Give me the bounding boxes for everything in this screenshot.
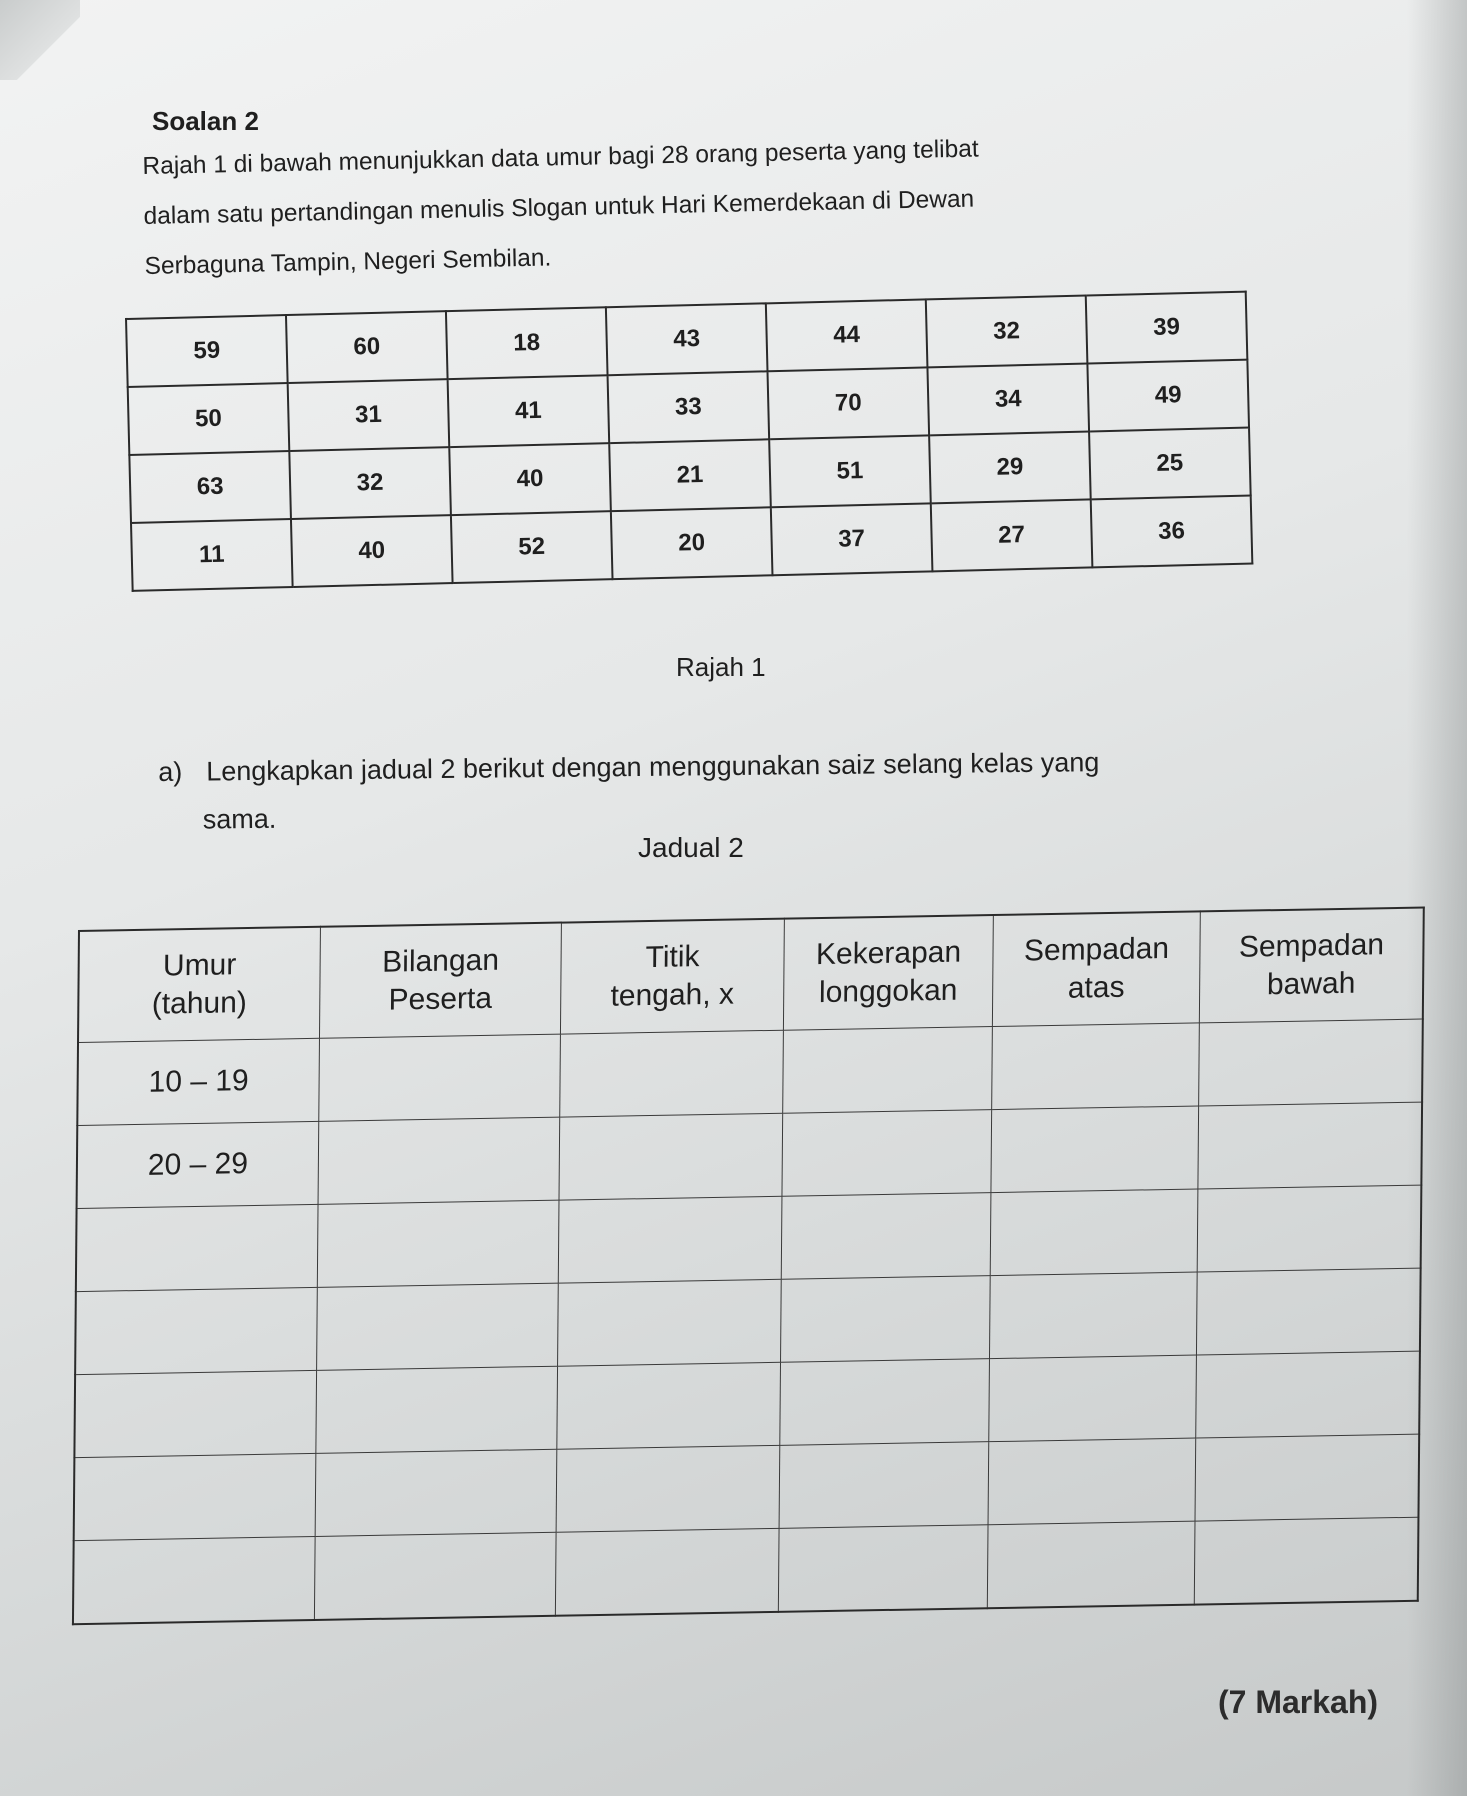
answer-cell[interactable] — [557, 1362, 781, 1449]
age-class-cell — [74, 1370, 316, 1457]
column-header-line: Umur — [162, 948, 237, 983]
age-value-cell: 25 — [1089, 428, 1251, 500]
answer-cell[interactable] — [1194, 1517, 1418, 1604]
answer-cell[interactable] — [558, 1196, 782, 1283]
column-header-line: atas — [1067, 970, 1125, 1005]
paragraph-line: Rajah 1 di bawah menunjukkan data umur bagi 28 orang peserta yang telibat — [142, 135, 979, 180]
age-value-cell: 20 — [611, 507, 773, 579]
answer-cell[interactable] — [987, 1521, 1195, 1608]
column-header — [1199, 908, 1423, 1023]
age-value-cell: 43 — [606, 303, 768, 375]
age-value-cell: 44 — [766, 299, 928, 371]
question-title: Soalan 2 — [152, 106, 259, 136]
answer-cell[interactable] — [988, 1438, 1196, 1525]
answer-cell[interactable] — [1196, 1268, 1420, 1355]
answer-cell[interactable] — [1196, 1351, 1420, 1438]
age-class-cell — [74, 1453, 316, 1540]
answer-cell[interactable] — [989, 1272, 1197, 1359]
column-header-line: Sempadan — [1023, 931, 1170, 968]
answer-cell[interactable] — [1199, 1019, 1423, 1106]
answer-cell[interactable] — [316, 1366, 558, 1453]
age-class-cell: 20 – 29 — [77, 1121, 319, 1208]
age-value-cell: 59 — [126, 315, 288, 387]
age-value-cell: 37 — [771, 503, 933, 575]
answer-cell[interactable] — [559, 1113, 783, 1200]
answer-cell[interactable] — [781, 1276, 991, 1363]
answer-cell[interactable] — [781, 1193, 991, 1280]
answer-cell[interactable] — [1195, 1434, 1419, 1521]
column-header-line: tengah, x — [610, 977, 735, 1013]
column-header-line: (tahun) — [151, 986, 247, 1021]
age-value-cell: 27 — [931, 499, 1093, 571]
column-header — [78, 927, 320, 1043]
answer-cell[interactable] — [1197, 1185, 1421, 1272]
age-value-cell: 63 — [129, 451, 291, 523]
column-header — [319, 923, 561, 1039]
rajah-1-caption: Rajah 1 — [676, 652, 766, 682]
answer-cell[interactable] — [991, 1106, 1199, 1193]
age-value-cell: 29 — [929, 431, 1091, 503]
column-header-line: Bilangan — [382, 943, 500, 979]
age-value-cell: 32 — [926, 296, 1088, 368]
age-class-cell — [76, 1204, 318, 1291]
age-data-table — [125, 291, 1253, 592]
answer-cell[interactable] — [1198, 1102, 1422, 1189]
answer-cell[interactable] — [989, 1355, 1197, 1442]
answer-cell[interactable] — [555, 1528, 779, 1615]
part-a-text-line2: sama. — [202, 803, 277, 835]
paragraph-line: dalam satu pertandingan menulis Slogan untuk Hari Kemerdekaan di Dewan — [143, 185, 975, 230]
answer-cell[interactable] — [990, 1189, 1198, 1276]
age-value-cell: 70 — [767, 367, 929, 439]
age-value-cell: 40 — [449, 443, 611, 515]
age-value-cell: 32 — [289, 447, 451, 519]
age-value-cell: 33 — [608, 371, 770, 443]
answer-cell[interactable] — [779, 1442, 989, 1529]
answer-cell[interactable] — [314, 1532, 556, 1620]
answer-cell[interactable] — [992, 1023, 1200, 1110]
column-header-line: Peserta — [388, 981, 493, 1017]
column-header — [783, 915, 993, 1030]
age-value-cell: 21 — [609, 439, 771, 511]
answer-cell[interactable] — [782, 1110, 992, 1197]
age-value-cell: 11 — [131, 519, 293, 591]
age-class-cell — [73, 1536, 315, 1624]
age-value-cell: 34 — [927, 364, 1089, 436]
age-value-cell: 41 — [448, 375, 610, 447]
answer-cell[interactable] — [318, 1117, 560, 1204]
marks-label: (7 Markah) — [1218, 1684, 1379, 1720]
answer-cell[interactable] — [556, 1445, 780, 1532]
frequency-table — [72, 906, 1425, 1625]
part-a-question — [158, 736, 1279, 844]
rajah-1-figure — [125, 291, 1253, 592]
age-value-cell: 60 — [286, 311, 448, 383]
age-value-cell: 36 — [1091, 496, 1253, 568]
column-header — [560, 919, 784, 1034]
column-header-line: Titik — [645, 940, 700, 975]
answer-cell[interactable] — [783, 1027, 993, 1114]
jadual-2-caption: Jadual 2 — [638, 832, 744, 863]
answer-cell[interactable] — [317, 1283, 559, 1370]
age-value-cell: 40 — [291, 515, 453, 587]
question-paragraph — [142, 120, 1185, 292]
age-class-cell — [75, 1287, 317, 1374]
age-value-cell: 39 — [1086, 292, 1248, 364]
answer-cell[interactable] — [780, 1359, 990, 1446]
column-header — [992, 911, 1200, 1026]
jadual-2-figure — [72, 906, 1425, 1625]
age-value-cell: 49 — [1087, 360, 1249, 432]
age-value-cell: 50 — [128, 383, 290, 455]
answer-cell[interactable] — [319, 1034, 561, 1121]
answer-cell[interactable] — [315, 1449, 557, 1536]
part-a-text-line1: Lengkapkan jadual 2 berikut dengan menggunakan saiz selang kelas yang — [206, 747, 1100, 787]
column-header-line: Sempadan — [1238, 928, 1385, 964]
paragraph-line: Serbaguna Tampin, Negeri Sembilan. — [144, 244, 552, 280]
age-class-cell: 10 – 19 — [77, 1038, 319, 1125]
answer-cell[interactable] — [778, 1525, 988, 1612]
part-a-label: a) — [158, 756, 183, 787]
column-header-line: Kekerapan — [815, 935, 962, 972]
age-value-cell: 31 — [288, 379, 450, 451]
answer-cell[interactable] — [558, 1279, 782, 1366]
answer-cell[interactable] — [560, 1030, 784, 1117]
age-value-cell: 52 — [451, 511, 613, 583]
age-value-cell: 51 — [769, 435, 931, 507]
age-value-cell: 18 — [446, 307, 608, 379]
column-header-line: bawah — [1266, 966, 1356, 1002]
answer-cell[interactable] — [317, 1200, 559, 1287]
column-header-line: longgokan — [818, 973, 958, 1010]
